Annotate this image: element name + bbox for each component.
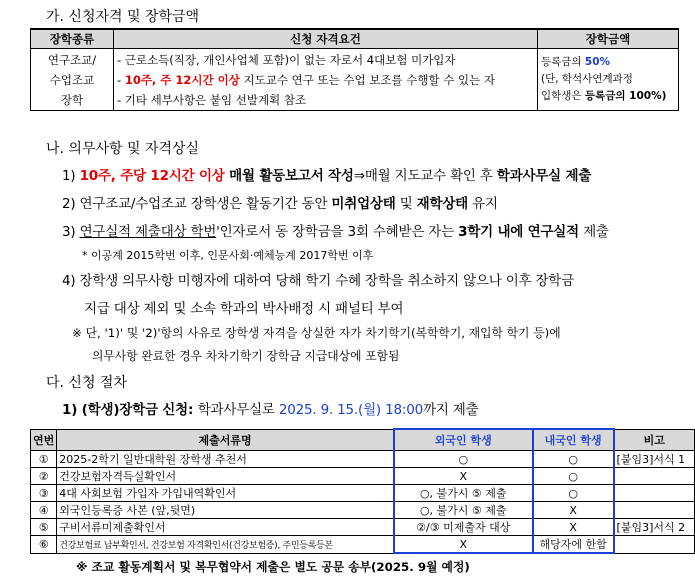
item1-hours: 10주, 주당 12시간 이상 xyxy=(79,168,225,184)
eligibility-table xyxy=(30,28,679,111)
row-domestic: X xyxy=(533,519,614,536)
duty-item-2 xyxy=(62,192,498,212)
item3-mid: '인자로서 동 장학금을 3회 수혜받은 자는 xyxy=(216,224,459,240)
amount-prefix: 등록금의 xyxy=(541,56,585,68)
row-foreign: ○, 불가시 ⑤ 제출 xyxy=(394,502,533,519)
row-no: ⑤ xyxy=(31,519,57,536)
row-note: [붙임3]서식 1 xyxy=(614,451,695,468)
duty-item-1 xyxy=(62,164,591,184)
col-header-doc: 제출서류명 xyxy=(57,429,394,451)
item3-target: 연구실적 제출대상 학번 xyxy=(79,224,217,240)
type-line: 장학 xyxy=(60,92,84,107)
row-no: ① xyxy=(31,451,57,468)
row-foreign: X xyxy=(394,468,533,485)
duty-item-4-line2: 지급 대상 제외 및 소속 학과의 박사배정 시 패널티 부여 xyxy=(84,301,404,317)
table-row xyxy=(31,451,695,468)
requirement-3: - 기타 세부사항은 붙임 선발계획 참조 xyxy=(117,92,307,107)
col-header-domestic: 내국인 학생 xyxy=(533,429,614,451)
requirement-2 xyxy=(117,70,534,90)
row-domestic: ○ xyxy=(533,451,614,468)
apply-mid: 학과사무실로 xyxy=(197,402,279,418)
row-doc: 4대 사회보험 가입자 가입내역확인서 xyxy=(57,485,394,502)
item2-unemployed: 미취업상태 xyxy=(331,196,396,212)
requirement-1: - 근로소득(직장, 개인사업체 포함)이 없는 자로서 4대보험 미가입자 xyxy=(117,52,456,67)
section-title-na: 나. 의무사항 및 자격상실 xyxy=(46,141,200,157)
row-domestic: ○ xyxy=(533,485,614,502)
amount-line-2: (단, 학석사연계과정 xyxy=(541,73,633,85)
row-foreign: ②/③ 미제출자 대상 xyxy=(394,519,533,536)
row-foreign: ○ xyxy=(394,451,533,468)
section-title-da: 다. 신청 절차 xyxy=(46,375,127,391)
row-note xyxy=(614,468,695,485)
type-line: 연구조교/ xyxy=(47,52,97,67)
amount-line-3-prefix: 입학생은 xyxy=(541,90,585,102)
item2-mid: 및 xyxy=(395,196,417,212)
item3-post: 제출 xyxy=(578,224,609,240)
row-doc: 외국인등록증 사본 (앞,뒷면) xyxy=(57,502,394,519)
duty-item-3 xyxy=(62,220,609,240)
documents-table xyxy=(30,428,695,554)
table-row xyxy=(31,536,695,554)
item1-submit: 학과사무실 제출 xyxy=(496,168,592,184)
col-header-note: 비고 xyxy=(614,429,695,451)
row-note xyxy=(614,536,695,554)
row-foreign: ○, 불가시 ⑤ 제출 xyxy=(394,485,533,502)
item2-post: 유지 xyxy=(468,196,498,212)
hours-highlight: 10주, 주 12시간 이상 xyxy=(124,72,240,87)
apply-instruction xyxy=(62,398,478,418)
item-number: 3) xyxy=(62,224,80,240)
col-header-type: 장학종류 xyxy=(31,29,114,49)
item1-mid: ⇒매월 지도교수 확인 후 xyxy=(353,168,497,184)
row-no: ④ xyxy=(31,502,57,519)
duty-item-4-line1: 4) 장학생 의무사항 미행자에 대하여 당해 학기 수혜 장학을 취소하지 않으나 이후 장학금 xyxy=(62,273,574,289)
row-note xyxy=(614,502,695,519)
item-number: 1) xyxy=(62,168,80,184)
col-header-no: 연번 xyxy=(31,429,57,451)
row-no: ⑥ xyxy=(31,536,57,554)
col-header-requirements: 신청 자격요건 xyxy=(114,29,538,49)
row-domestic: 해당자에 한함 xyxy=(533,536,614,554)
scholarship-type-cell xyxy=(31,49,114,111)
item1-report: 매월 활동보고서 작성 xyxy=(224,168,354,184)
row-no: ② xyxy=(31,468,57,485)
duty-item-3-note: * 이공계 2015학번 이후, 인문사회·예체능계 2017학번 이후 xyxy=(82,249,374,262)
row-doc: 2025-2학기 일반대학원 장학생 추천서 xyxy=(57,451,394,468)
row-note xyxy=(614,485,695,502)
note-line-2: 의무사항 완료한 경우 차차기학기 장학금 지급대상에 포함됨 xyxy=(92,349,400,363)
amount-full: 등록금의 100%) xyxy=(584,90,667,102)
apply-deadline: 2025. 9. 15.(월) 18:00 xyxy=(278,402,423,418)
table-row xyxy=(31,468,695,485)
table-row xyxy=(31,502,695,519)
apply-post: 까지 제출 xyxy=(423,402,479,418)
row-note: [붙임3]서식 2 xyxy=(614,519,695,536)
dash: - xyxy=(117,72,125,87)
requirements-cell xyxy=(114,49,538,111)
amount-line-3 xyxy=(541,88,675,105)
row-domestic: ○ xyxy=(533,468,614,485)
amount-line-1 xyxy=(541,54,675,71)
type-line: 수업조교 xyxy=(49,72,95,87)
amount-percent: 50% xyxy=(584,56,611,68)
row-doc: 건강보험료 납부확인서, 건강보험 자격확인서(건강보험증), 주민등록등본 xyxy=(57,536,394,554)
row-no: ③ xyxy=(31,485,57,502)
section-title-ga: 가. 신청자격 및 장학금액 xyxy=(46,9,200,25)
amount-cell xyxy=(538,49,679,111)
requirement-2-rest: 지도교수 연구 또는 수업 보조를 수행할 수 있는 자 xyxy=(239,72,495,87)
apply-label: 1) (학생)장학금 신청: xyxy=(62,402,198,418)
col-header-foreign: 외국인 학생 xyxy=(394,429,533,451)
note-line-1: ※ 단, '1)' 및 '2)'항의 사유로 장학생 자격을 상실한 자가 차기학기(복학학기, 재입학 학기 등)에 xyxy=(72,326,561,340)
row-domestic: X xyxy=(533,502,614,519)
col-header-amount: 장학금액 xyxy=(538,29,679,49)
table-row xyxy=(31,519,695,536)
item2-pre: 2) 연구조교/수업조교 장학생은 활동기간 동안 xyxy=(62,196,332,212)
row-foreign: X xyxy=(394,536,533,554)
footer-note: ※ 조교 활동계획서 및 복무협약서 제출은 별도 공문 송부(2025. 9월 예정) xyxy=(76,560,470,574)
table-row xyxy=(31,485,695,502)
row-doc: 건강보험자격득실확인서 xyxy=(57,468,394,485)
item2-enrolled: 재학상태 xyxy=(416,196,469,212)
item3-deadline: 3학기 내에 연구실적 xyxy=(458,224,579,240)
row-doc: 구비서류미제출확인서 xyxy=(57,519,394,536)
